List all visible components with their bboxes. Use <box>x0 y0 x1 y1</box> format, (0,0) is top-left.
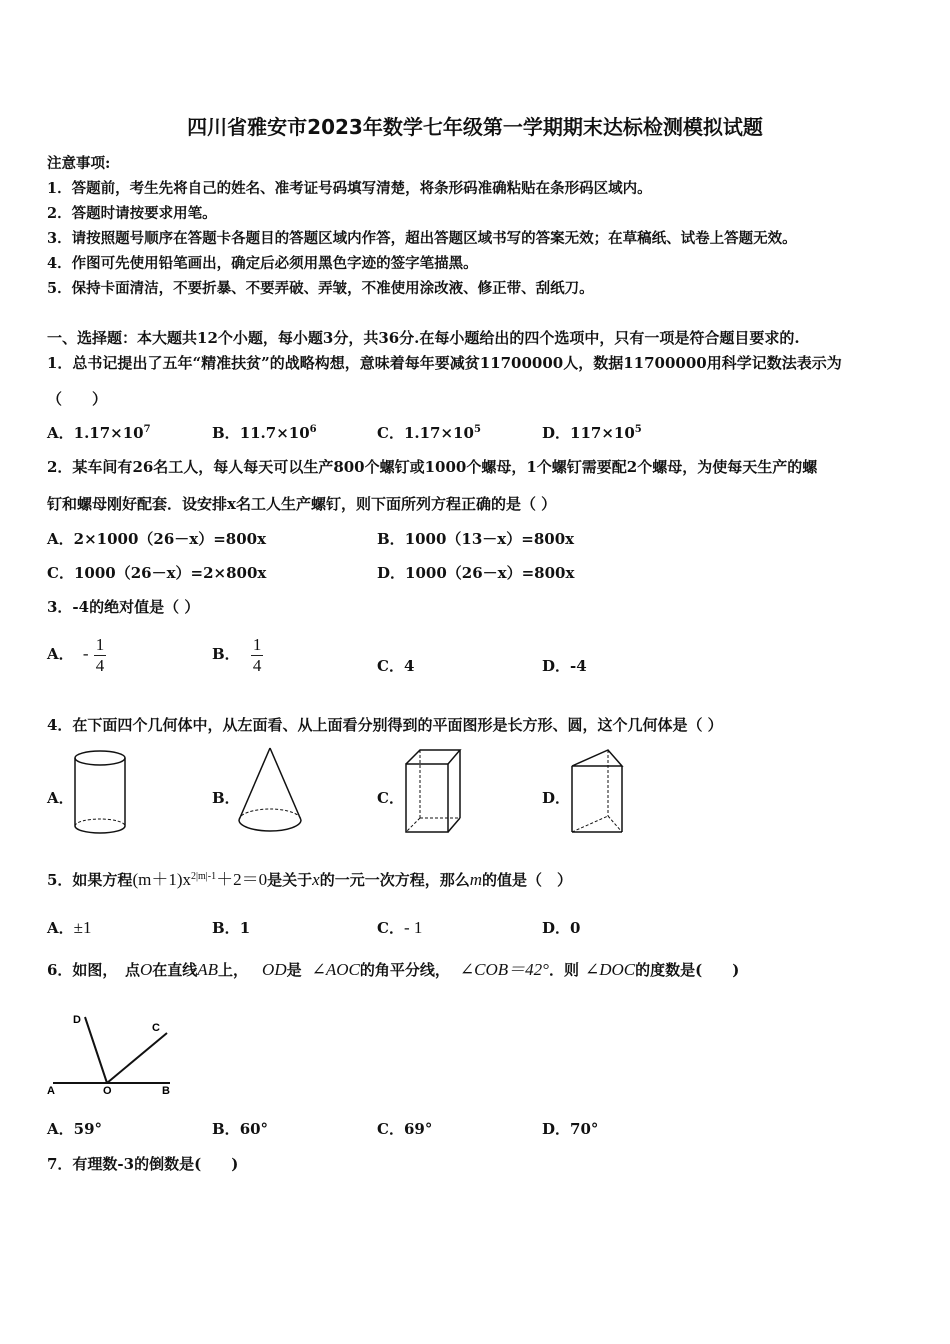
q3-option-a: A． - $\frac{1}{4}$ <box>47 634 105 675</box>
notice-heading: 注意事项: <box>47 155 111 172</box>
q3-option-d: D．-4 <box>542 657 587 675</box>
fraction: $\frac{1}{4}$ <box>95 634 105 675</box>
section-heading: 一、选择题：本大题共12个小题，每小题3分，共36分.在每小题给出的四个选项中，只有一项是符合题目要求的. <box>47 329 800 347</box>
q1-option-b: B．$11.7\times 10^6$ <box>212 424 317 442</box>
question-6-stem: 6．如图， 点O在直线AB上， OD是 ∠AOC的角平分线， ∠COB＝42°．则 ∠DOC的度数是( ) <box>47 960 740 979</box>
question-1-blank: （ ） <box>47 390 108 408</box>
point-a-label: A <box>47 1085 55 1097</box>
q2-option-a: A．2×1000（26－x）=800x <box>47 530 267 548</box>
point-c-label: C <box>152 1022 160 1034</box>
notice-item: 5．保持卡面清洁，不要折暴、不要弄破、弄皱，不准使用涂改液、修正带、刮纸刀。 <box>47 280 594 297</box>
cuboid-figure <box>402 746 464 838</box>
fraction: $\frac{1}{4}$ <box>252 634 262 675</box>
q5-option-c: C．- 1 <box>377 918 423 937</box>
q1-option-c: C．$1.17\times 10^5$ <box>377 424 481 442</box>
notice-item: 4．作图可先使用铅笔画出，确定后必须用黑色字迹的签字笔描黑。 <box>47 255 478 272</box>
q2-option-c: C．1000（26－x）=2×800x <box>47 564 267 582</box>
question-7-stem: 7．有理数-3的倒数是( ) <box>47 1155 239 1173</box>
q3-option-c: C．4 <box>377 657 415 675</box>
q6-option-c: C．69° <box>377 1120 433 1138</box>
question-2-stem: 2．某车间有26名工人，每人每天可以生产800个螺钉或1000个螺母，1个螺钉需要配2个螺母，为使每天生产的螺 <box>47 458 818 476</box>
question-2-stem-cont: 钉和螺母刚好配套．设安排x名工人生产螺钉，则下面所列方程正确的是（ ） <box>47 495 557 513</box>
q5-option-b: B．1 <box>212 919 251 937</box>
q4-option-d-label: D． <box>542 789 571 807</box>
q6-option-b: B．60° <box>212 1120 269 1138</box>
notice-item: 1．答题前，考生先将自己的姓名、准考证号码填写清楚，将条形码准确粘贴在条形码区域内。 <box>47 180 652 197</box>
angle-figure <box>45 1005 185 1100</box>
q6-option-a: A．59° <box>47 1120 103 1138</box>
q3-option-b: B． $\frac{1}{4}$ <box>212 634 262 675</box>
q4-option-b-label: B． <box>212 789 240 807</box>
question-3-stem: 3．-4的绝对值是（ ） <box>47 598 200 616</box>
q4-option-a-label: A． <box>47 789 74 807</box>
triangular-prism-figure <box>568 746 630 838</box>
point-o-label: O <box>103 1085 112 1097</box>
q5-option-a: A．±1 <box>47 918 92 937</box>
q1-option-a: A．$1.17\times 10^7$ <box>47 424 151 442</box>
question-1-stem: 1．总书记提出了五年“精准扶贫”的战略构想，意味着每年要减贫11700000人，数据11700000用科学记数法表示为 <box>47 354 842 372</box>
q6-option-d: D．70° <box>542 1120 599 1138</box>
page-title: 四川省雅安市2023年数学七年级第一学期期末达标检测模拟试题 <box>187 115 763 139</box>
notice-item: 3．请按照题号顺序在答题卡各题目的答题区域内作答，超出答题区域书写的答案无效；在草稿纸、试卷上答题无效。 <box>47 230 797 247</box>
q2-option-d: D．1000（26－x）=800x <box>377 564 575 582</box>
equation: $(m+1)x^{2|m|-1}+2=0$ <box>132 870 268 889</box>
question-5-stem: 5．如果方程$(m+1)x^{2|m|-1}+2=0$是关于x的一元一次方程，那么m的值是（ ） <box>47 870 572 889</box>
q2-option-b: B．1000（13－x）=800x <box>377 530 575 548</box>
q5-option-d: D．0 <box>542 919 581 937</box>
notice-item: 2．答题时请按要求用笔。 <box>47 205 217 222</box>
cylinder-figure <box>70 748 130 838</box>
q1-option-d: D．$117\times 10^5$ <box>542 424 642 442</box>
point-b-label: B <box>162 1085 170 1097</box>
cone-figure <box>235 744 305 839</box>
question-4-stem: 4．在下面四个几何体中，从左面看、从上面看分别得到的平面图形是长方形、圆，这个几何体是（ ） <box>47 716 723 734</box>
point-d-label: D <box>73 1014 81 1026</box>
q4-option-c-label: C． <box>377 789 404 807</box>
